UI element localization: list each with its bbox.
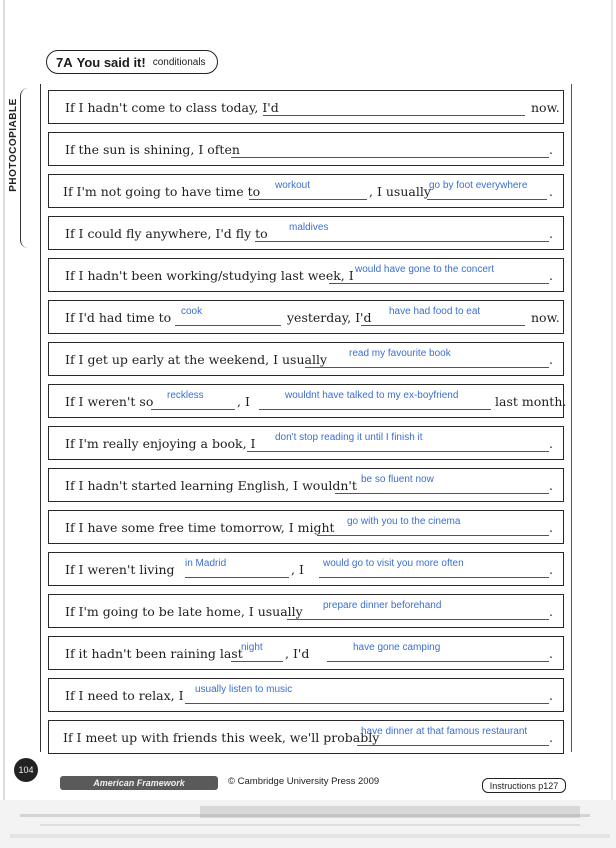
scan-noise-decoration (0, 800, 616, 848)
answer-line[interactable] (427, 199, 547, 200)
sentence-middle: yesterday, I'd (287, 310, 372, 325)
unit-code: 7A (56, 54, 73, 70)
sentence-row (48, 720, 564, 754)
worksheet-subtitle: conditionals (152, 56, 206, 68)
sentence-prompt: If I'm really enjoying a book, I (65, 436, 256, 451)
sentence-row (48, 510, 564, 544)
sentence-prompt: If it hadn't been raining last (65, 646, 243, 661)
handwritten-answer: read my favourite book (349, 348, 451, 359)
sentence-row (48, 468, 564, 502)
sentence-end: . (549, 688, 553, 703)
answer-line[interactable] (357, 745, 549, 746)
sentence-row (48, 426, 564, 460)
answer-line[interactable] (305, 367, 549, 368)
sentence-end: now. (531, 100, 560, 115)
sentence-prompt: If I get up early at the weekend, I usually (65, 352, 328, 367)
answer-line[interactable] (263, 115, 525, 116)
sentence-end: . (549, 730, 553, 745)
handwritten-answer: usually listen to music (195, 684, 293, 695)
sentence-row (48, 90, 564, 124)
answer-line[interactable] (335, 493, 549, 494)
sentence-prompt: If I weren't so (65, 394, 154, 409)
worksheet-title-tab (46, 50, 218, 74)
worksheet-title: You said it! (76, 54, 146, 70)
answer-line[interactable] (255, 241, 549, 242)
sentence-end: . (549, 352, 553, 367)
answer-line[interactable] (287, 619, 549, 620)
sentence-end: . (549, 268, 553, 283)
sentence-prompt: If I meet up with friends this week, we'll probably (63, 730, 380, 745)
sentence-end: . (549, 646, 553, 661)
sentence-prompt: If I hadn't come to class today, I'd (65, 100, 279, 115)
sentence-prompt: If the sun is shining, I often (65, 142, 240, 157)
sentence-prompt: If I'm not going to have time to (63, 184, 261, 199)
answer-line[interactable] (259, 409, 491, 410)
answer-line[interactable] (249, 199, 367, 200)
sentence-end: . (549, 520, 553, 535)
sentence-end: . (549, 478, 553, 493)
sentence-row (48, 216, 564, 250)
sentence-middle: , I usually (369, 184, 431, 199)
answer-line[interactable] (231, 157, 549, 158)
sentence-end: . (549, 226, 553, 241)
sentence-row (48, 300, 564, 334)
handwritten-answer: have dinner at that famous restaurant (361, 726, 528, 737)
sentence-prompt: If I'd had time to (65, 310, 172, 325)
brand-logo: American Framework (60, 776, 218, 790)
sentence-end: . (549, 142, 553, 157)
sentence-row (48, 132, 564, 166)
sentence-end: last month. (495, 394, 567, 409)
answer-line[interactable] (151, 409, 235, 410)
handwritten-answer: be so fluent now (361, 474, 434, 485)
answer-line[interactable] (231, 661, 283, 662)
sentence-middle: , I (291, 562, 304, 577)
sentence-row (48, 594, 564, 628)
answer-line[interactable] (327, 661, 549, 662)
answer-line[interactable] (185, 577, 289, 578)
sentence-middle: , I (237, 394, 250, 409)
handwritten-answer: cook (181, 306, 203, 317)
sentence-prompt: If I hadn't been working/studying last week, I (65, 268, 354, 283)
sentence-prompt: If I weren't living (65, 562, 175, 577)
answer-line[interactable] (175, 325, 281, 326)
sentence-row (48, 552, 564, 586)
handwritten-answer: would go to visit you more often (323, 558, 464, 569)
sentence-row (48, 384, 567, 418)
handwritten-answer: in Madrid (185, 558, 227, 569)
sentence-middle: , I'd (285, 646, 310, 661)
handwritten-answer: go by foot everywhere (429, 180, 528, 191)
answer-line[interactable] (185, 703, 549, 704)
sentence-row (48, 678, 564, 712)
page-number: 104 (14, 758, 38, 782)
handwritten-answer: would have gone to the concert (355, 264, 494, 275)
sentence-prompt: If I need to relax, I (65, 688, 184, 703)
answer-line[interactable] (361, 325, 525, 326)
answer-line[interactable] (247, 451, 549, 452)
handwritten-answer: night (241, 642, 263, 653)
answer-line[interactable] (317, 535, 549, 536)
sentence-prompt: If I have some free time tomorrow, I might (65, 520, 335, 535)
sentence-prompt: If I hadn't started learning English, I wouldn't (65, 478, 357, 493)
answer-line[interactable] (329, 283, 549, 284)
sentence-row (48, 636, 564, 670)
handwritten-answer: don't stop reading it until I finish it (275, 432, 423, 443)
handwritten-answer: maldives (289, 222, 329, 233)
handwritten-answer: prepare dinner beforehand (323, 600, 442, 611)
photocopiable-label: PHOTOCOPIABLE (8, 98, 19, 192)
sentence-prompt: If I'm going to be late home, I usually (65, 604, 303, 619)
handwritten-answer: have had food to eat (389, 306, 481, 317)
sentence-end: . (549, 562, 553, 577)
handwritten-answer: workout (275, 180, 311, 191)
answer-line[interactable] (319, 577, 549, 578)
sentence-end: . (549, 436, 553, 451)
sentence-end: . (549, 184, 553, 199)
copyright-notice: © Cambridge University Press 2009 (228, 776, 380, 787)
sentence-prompt: If I could fly anywhere, I'd fly to (65, 226, 268, 241)
handwritten-answer: go with you to the cinema (347, 516, 461, 527)
handwritten-answer: reckless (167, 390, 204, 401)
handwritten-answer: wouldnt have talked to my ex-boyfriend (285, 390, 459, 401)
sentence-row (48, 258, 564, 292)
sentence-end: . (549, 604, 553, 619)
sentence-end: now. (531, 310, 560, 325)
instructions-reference: Instructions p127 (482, 778, 566, 793)
sentence-row (48, 174, 564, 208)
handwritten-answer: have gone camping (353, 642, 441, 653)
sentence-row (48, 342, 564, 376)
